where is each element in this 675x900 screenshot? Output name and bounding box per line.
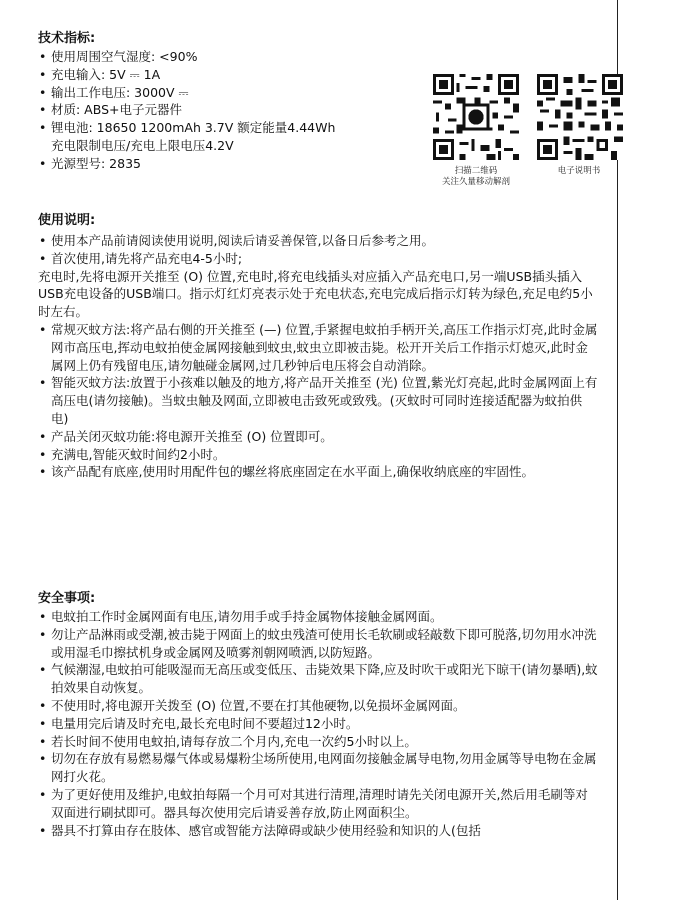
qr-caption-scan: 扫描二维码 <box>454 166 498 176</box>
usage-list <box>38 232 598 481</box>
safety-item: • 器具不打算由存在肢体、感官或智能方法障碍或缺少使用经验和知识的人(包括 <box>38 822 598 840</box>
safety-item: • 若长时间不使用电蚊拍,请每存放二个月内,充电一次约5小时以上。 <box>38 733 598 751</box>
usage-item-charging <box>38 268 598 321</box>
safety-item: • 电蚊拍工作时金属网面有电压,请勿用手或手持金属物体接触金属网面。 <box>38 608 598 626</box>
spec-material: • 材质: ABS+电子元器件 <box>38 101 383 119</box>
safety-item: • 切勿在存放有易燃易爆气体或易爆粉尘场所使用,电网面勿接触金属导电物,勿用金属等导电物在金属网打火花。 <box>38 750 598 786</box>
usage-heading: 使用说明: <box>38 213 96 228</box>
safety-item: • 电量用完后请及时充电,最长充电时间不要超过12小时。 <box>38 715 598 733</box>
qr-caption-manual: 电子说明书 <box>557 166 601 176</box>
document-body <box>38 30 601 838</box>
qr-code-area <box>433 74 623 192</box>
specs-heading: 技术指标: <box>38 31 96 46</box>
spec-output-voltage: • 输出工作电压: 3000V ⎓ <box>38 84 383 102</box>
usage-item: • 产品关闭灭蚊功能:将电源开关推至 (O) 位置即可。 <box>38 428 598 446</box>
safety-list <box>38 608 598 839</box>
usage-item: • 充满电,智能灭蚊时间约2小时。 <box>38 446 598 464</box>
specs-list <box>38 48 383 173</box>
usage-charging-text: 充电时,先将电源开关推至 (O) 位置,充电时,将充电线插头对应插入产品充电口,另一端USB插头插入USB充电设备的USB端口。指示灯红灯亮表示处于充电状态,充电完成后指示灯转为绿色,充足电约5小时左右。 <box>38 268 593 320</box>
qr-caption-wechat <box>425 166 527 188</box>
spec-battery-line2: 充电限制电压/充电上限电压4.2V <box>51 137 234 153</box>
spec-battery <box>38 119 383 155</box>
spec-humidity: • 使用周围空气湿度: <90% <box>38 48 383 66</box>
qr-code-wechat <box>433 74 519 160</box>
safety-section <box>38 590 598 839</box>
spec-charge-input: • 充电输入: 5V ⎓ 1A <box>38 66 383 84</box>
safety-item: • 为了更好使用及维护,电蚊拍每隔一个月可对其进行清理,清理时请先关闭电源开关,然后用毛刷等对双面进行刷拭即可。器具每次使用完后请妥善存放,防止网面积尘。 <box>38 786 598 822</box>
usage-section <box>38 212 598 481</box>
usage-item: • 使用本产品前请阅读使用说明,阅读后请妥善保管,以备日后参考之用。 <box>38 232 598 250</box>
usage-item: • 该产品配有底座,使用时用配件包的螺丝将底座固定在水平面上,确保收纳底座的牢固性。 <box>38 463 598 481</box>
safety-item: • 勿让产品淋雨或受潮,被击毙于网面上的蚊虫残渣可使用长毛软刷或轻敲数下即可脱落,切勿用水冲洗或用湿毛巾擦拭机身或金属网及喷雾剂朝网喷洒,以防短路。 <box>38 626 598 662</box>
safety-item: • 不使用时,将电源开关拨至 (O) 位置,不要在打其他硬物,以免损坏金属网面。 <box>38 697 598 715</box>
safety-item: • 气候潮湿,电蚊拍可能吸湿而无高压或变低压、击毙效果下降,应及时吹干或阳光下晾干(请勿暴晒),蚊拍效果自动恢复。 <box>38 661 598 697</box>
usage-item: • 常规灭蚊方法:将产品右侧的开关推至 (—) 位置,手紧握电蚊拍手柄开关,高压工作指示灯亮,此时金属网市高压电,挥动电蚊拍使金属网接触到蚊虫,蚊虫立即被击毙。松开开关后工作指示灯熄灭,此时金属网上仍有残留电压,请勿触碰金属网,过几秒钟后电压将会自动消除。 <box>38 321 598 374</box>
safety-heading: 安全事项: <box>38 591 96 606</box>
spec-light-source: • 光源型号: 2835 <box>38 155 383 173</box>
spec-battery-line1: 锂电池: 18650 1200mAh 3.7V 额定能量4.44Wh <box>51 120 336 136</box>
qr-caption-follow: 关注久量移动解剖 <box>441 177 510 187</box>
usage-item: • 智能灭蚊方法:放置于小孩难以触及的地方,将产品开关推至 (光) 位置,紫光灯亮起,此时金属网面上有高压电(请勿接触)。当蚊虫触及网面,立即被电击致死或致残。(灭蚊时可同时连接适配器为蚊拍供电) <box>38 374 598 427</box>
qr-code-manual <box>537 74 623 160</box>
usage-item: • 首次使用,请先将产品充电4-5小时; <box>38 250 598 268</box>
